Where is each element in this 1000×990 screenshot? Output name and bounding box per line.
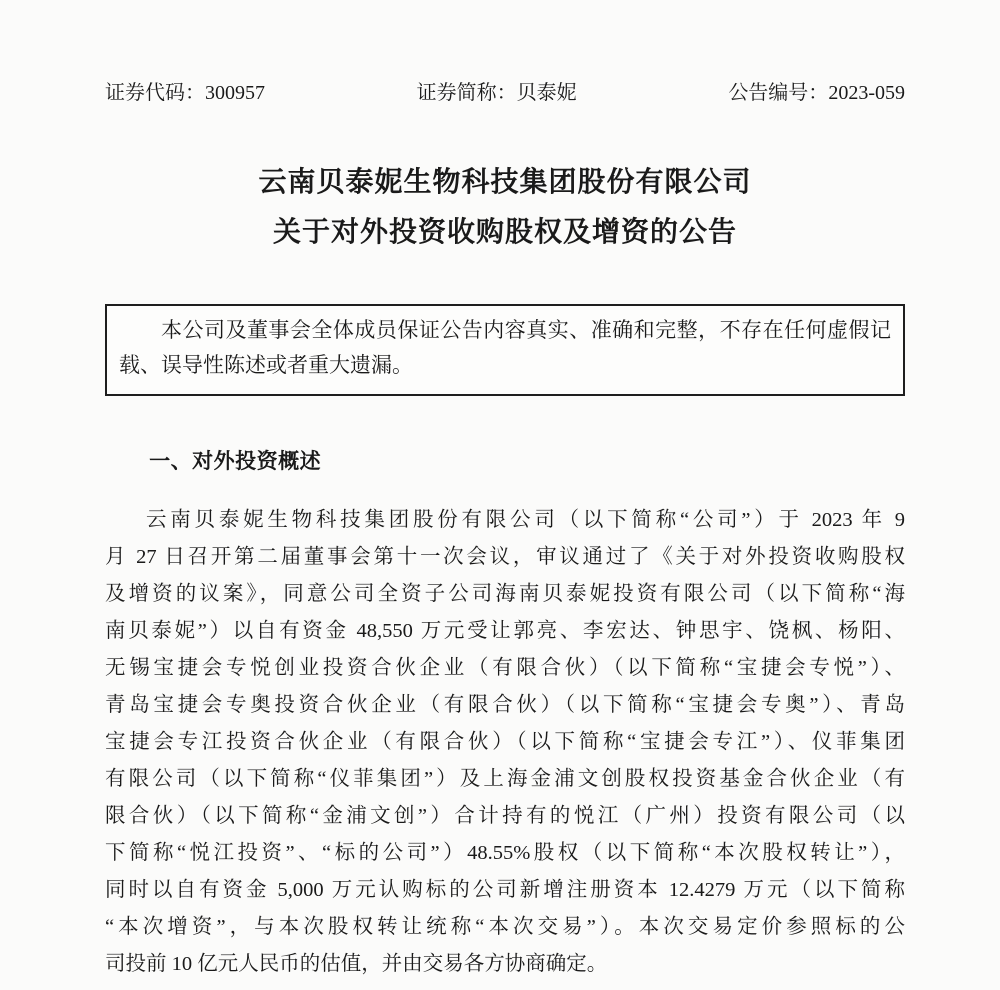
paragraph-line: “本次增资”，与本次股权转让统称“本次交易”）。本次交易定价参照标的公 — [105, 916, 905, 938]
paragraph-line: 限合伙）（以下简称“金浦文创”）合计持有的悦江（广州）投资有限公司（以 — [105, 805, 905, 827]
disclaimer-text: 本公司及董事会全体成员保证公告内容真实、准确和完整，不存在任何虚假记载、误导性陈述或者重大遗漏。 — [119, 318, 891, 377]
document-title-line-2: 关于对外投资收购股权及增资的公告 — [272, 217, 737, 248]
paragraph-line: 无锡宝捷会专悦创业投资合伙企业（有限合伙）（以下简称“宝捷会专悦”）、 — [105, 657, 905, 679]
paragraph-line: 月 27 日召开第二届董事会第十一次会议，审议通过了《关于对外投资收购股权 — [105, 546, 905, 568]
paragraph-line: 有限公司（以下简称“仪菲集团”）及上海金浦文创股权投资基金合伙企业（有 — [105, 768, 905, 790]
paragraph-line: 及增资的议案》，同意公司全资子公司海南贝泰妮投资有限公司（以下简称“海 — [105, 583, 905, 605]
stock-code — [105, 80, 265, 106]
stock-code-label: 证券代码： — [105, 82, 205, 104]
document-meta-row — [105, 80, 905, 106]
stock-name-value: 贝泰妮 — [516, 82, 577, 104]
paragraph-line: 南贝泰妮”）以自有资金 48,550 万元受让郭亮、李宏达、钟思宇、饶枫、杨阳、 — [105, 620, 905, 642]
paragraph-line: 云南贝泰妮生物科技集团股份有限公司（以下简称“公司”）于 2023 年 9 — [146, 509, 905, 531]
paragraph-line: 宝捷会专江投资合伙企业（有限合伙）（以下简称“宝捷会专江”）、仪菲集团 — [105, 731, 905, 753]
announcement-number-value: 2023-059 — [828, 82, 905, 104]
paragraph-line: 下简称“悦江投资”、“标的公司”）48.55%股权（以下简称“本次股权转让”）， — [105, 842, 905, 864]
paragraph-line: 同时以自有资金 5,000 万元认购标的公司新增注册资本 12.4279 万元（以下简称 — [105, 879, 905, 901]
document-title — [105, 158, 905, 258]
stock-code-value: 300957 — [205, 82, 265, 104]
stock-name — [417, 80, 577, 106]
document-title-line-1: 云南贝泰妮生物科技集团股份有限公司 — [258, 167, 752, 198]
disclaimer-box — [105, 304, 905, 396]
stock-name-label: 证券简称： — [416, 82, 517, 104]
paragraph-line: 司投前 10 亿元人民币的估值，并由交易各方协商确定。 — [105, 953, 608, 975]
paragraph-line: 青岛宝捷会专奥投资合伙企业（有限合伙）（以下简称“宝捷会专奥”）、青岛 — [105, 694, 905, 716]
section-heading: 一、对外投资概述 — [149, 449, 322, 473]
announcement-number — [728, 80, 905, 106]
section-paragraph — [105, 502, 905, 983]
announcement-number-label: 公告编号： — [728, 82, 829, 104]
